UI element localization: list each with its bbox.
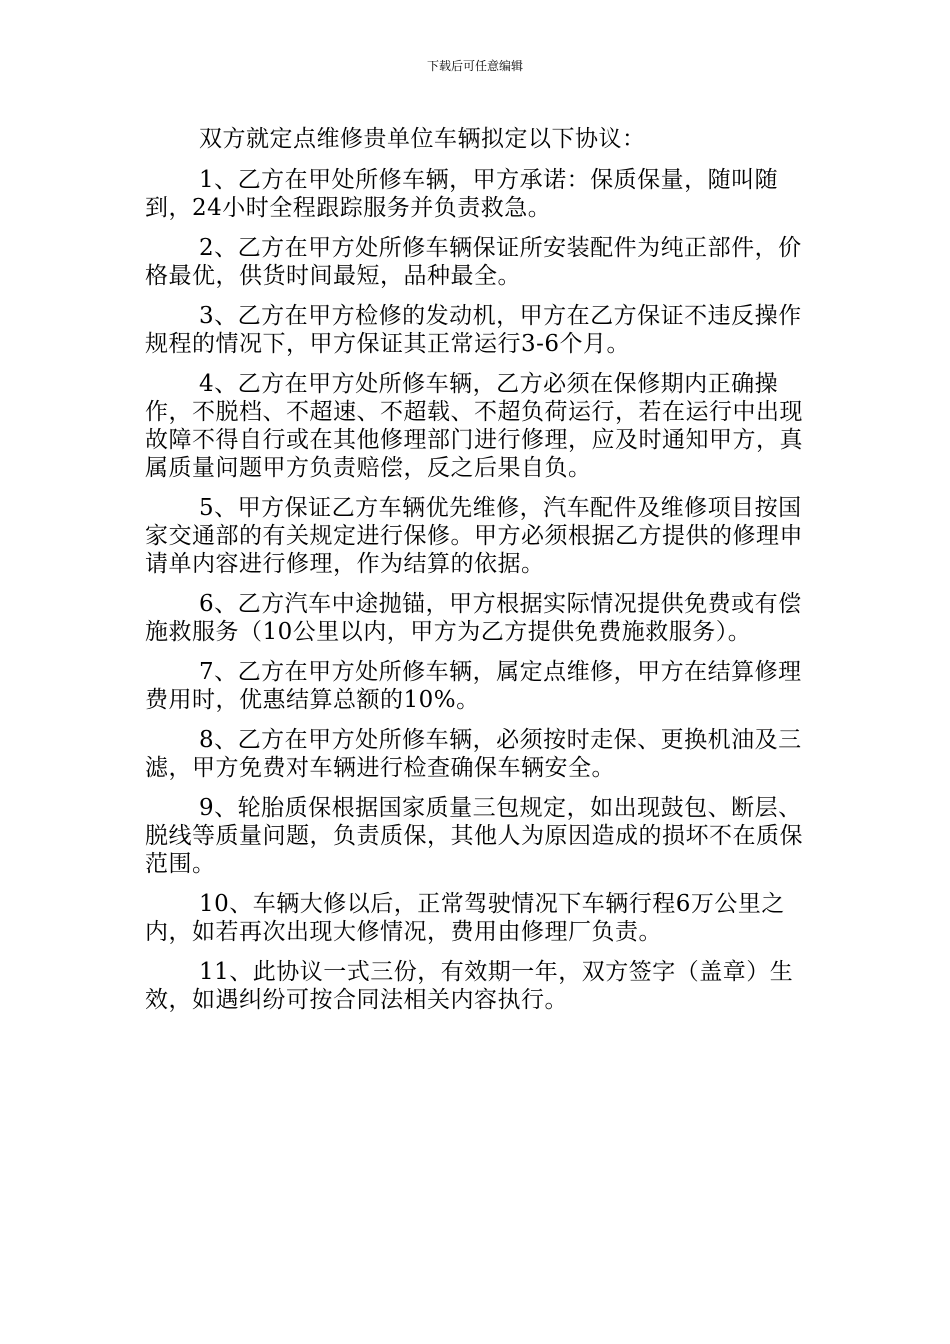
clause-11: 11、此协议一式三份，有效期一年，双方签字（盖章）生效，如遇纠纷可按合同法相关内容执行。 xyxy=(145,959,794,1013)
clause-5: 5、甲方保证乙方车辆优先维修，汽车配件及维修项目按国家交通部的有关规定进行保修。甲方必须根据乙方提供的修理申请单内容进行修理，作为结算的依据。 xyxy=(145,495,803,577)
clause-2: 2、乙方在甲方处所修车辆保证所安装配件为纯正部件，价格最优，供货时间最短，品种最全。 xyxy=(145,235,802,289)
clause-1: 1、乙方在甲处所修车辆，甲方承诺：保质保量，随叫随到，24小时全程跟踪服务并负责救急。 xyxy=(145,167,779,221)
clause-7: 7、乙方在甲方处所修车辆，属定点维修，甲方在结算修理费用时，优惠结算总额的10%。 xyxy=(145,659,802,713)
clause-3: 3、乙方在甲方检修的发动机，甲方在乙方保证不违反操作规程的情况下，甲方保证其正常运行3-6个月。 xyxy=(145,303,802,357)
clause-8: 8、乙方在甲方处所修车辆，必须按时走保、更换机油及三滤，甲方免费对车辆进行检查确保车辆安全。 xyxy=(145,727,802,781)
clause-9: 9、轮胎质保根据国家质量三包规定，如出现鼓包、断层、脱线等质量问题，负责质保，其他人为原因造成的损坏不在质保范围。 xyxy=(145,795,803,877)
clause-4: 4、乙方在甲方处所修车辆，乙方必须在保修期内正确操作，不脱档、不超速、不超载、不超负荷运行，若在运行中出现故障不得自行或在其他修理部门进行修理，应及时通知甲方，真属质量问题甲方负责赔偿，反之后果自负。 xyxy=(145,371,803,481)
clause-10: 10、车辆大修以后，正常驾驶情况下车辆行程6万公里之内，如若再次出现大修情况，费用由修理厂负责。 xyxy=(145,891,785,945)
clause-6: 6、乙方汽车中途抛锚，甲方根据实际情况提供免费或有偿施救服务（10公里以内，甲方为乙方提供免费施救服务）。 xyxy=(145,591,802,645)
page-header-note: 下载后可任意编辑 xyxy=(426,59,523,73)
agreement-intro: 双方就定点维修贵单位车辆拟定以下协议： xyxy=(199,126,646,152)
agreement-body xyxy=(145,125,810,1026)
